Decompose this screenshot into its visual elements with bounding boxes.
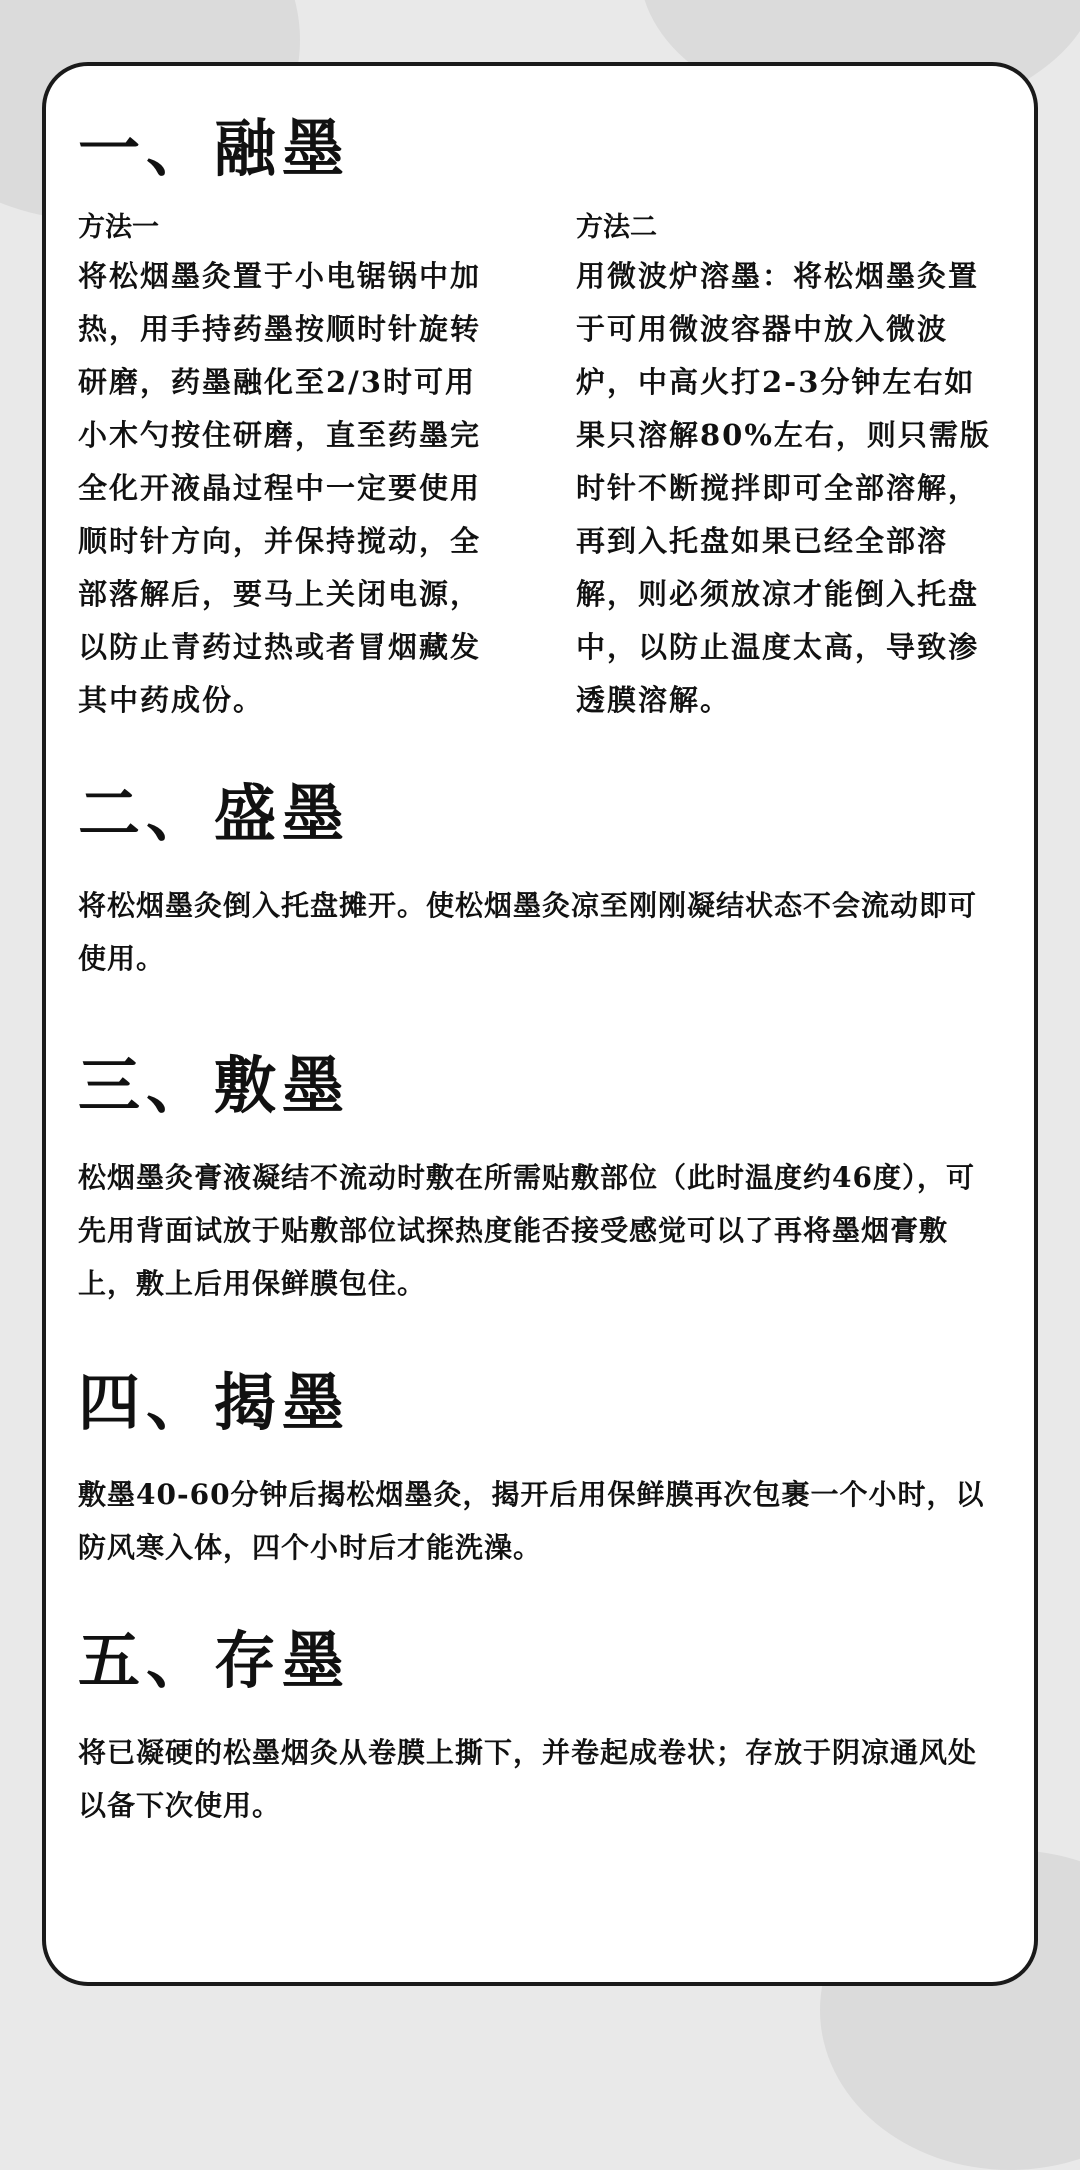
method-one-text: 将松烟墨灸置于小电锯锅中加热，用手持药墨按顺时针旋转研磨，药墨融化至2/3时可用小木勺按住研磨，直至药墨完全化开液晶过程中一定要使用顺时针方向，并保持搅动，全部落解后，要马上关闭电源，以防止青药过热或者冒烟藏发其中药成份。 [78,259,482,717]
melt-methods [78,206,1002,727]
section-title-store: 五、存墨 [78,1624,351,1697]
method-two-text: 用微波炉溶墨：将松烟墨灸置于可用微波容器中放入微波炉，中高火打2-3分钟左右如果只溶解80%左右，则只需版时针不断搅拌即可全部溶解，再到入托盘如果已经全部溶解，则必须放凉才能倒入托盘中，以防止温度太高，导致渗透膜溶解。 [576,259,991,717]
section-title-apply: 三、敷墨 [78,1049,351,1122]
content-card [42,62,1038,1986]
section-text-apply: 松烟墨灸膏液凝结不流动时敷在所需贴敷部位（此时温度约46度），可先用背面试放于贴敷部位试探热度能否接受感觉可以了再将墨烟膏敷上，敷上后用保鲜膜包住。 [78,1161,975,1300]
section-text-remove: 敷墨40-60分钟后揭松烟墨灸，揭开后用保鲜膜再次包裹一个小时，以防风寒入体，四个小时后才能洗澡。 [78,1478,985,1564]
section-text-store: 将已凝硬的松墨烟灸从卷膜上撕下，并卷起成卷状；存放于阴凉通风处以备下次使用。 [78,1736,978,1822]
section-text-fill: 将松烟墨灸倒入托盘摊开。使松烟墨灸凉至刚刚凝结状态不会流动即可使用。 [78,889,978,975]
section-title-fill: 二、盛墨 [78,777,351,850]
method-two [576,206,1002,727]
method-two-label: 方法二 [576,212,657,243]
method-one-label: 方法一 [78,212,159,243]
section-title-melt: 一、融墨 [78,112,351,185]
section-title-remove: 四、揭墨 [78,1366,351,1439]
method-one [78,206,504,727]
